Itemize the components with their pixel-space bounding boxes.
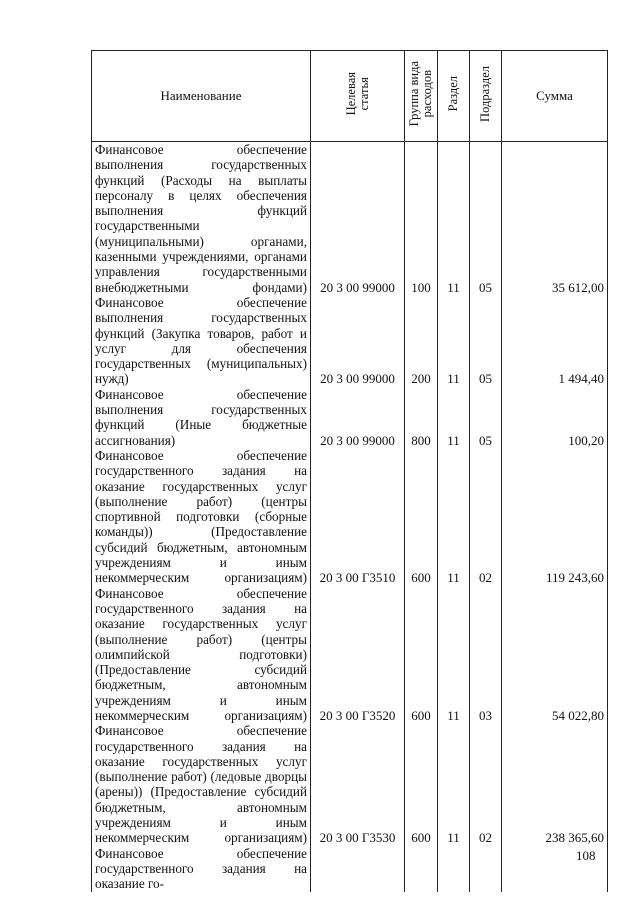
row-name: Финансовое обеспечение государственного задания на оказание государственных услуг (выполнение работ) (ледовые дворцы (арены)) (Предоставление субсидий бюджетным, автономным учреждениям и иным некоммерческим организациям) — [92, 723, 311, 845]
table-row — [92, 846, 608, 892]
page-number: 108 — [576, 848, 596, 863]
table-row — [92, 295, 608, 387]
row-name: Финансовое обеспечение государственного задания на оказание го- — [92, 846, 311, 892]
header-target-label: Целевая статья — [343, 72, 371, 116]
header-group — [405, 51, 438, 142]
row-sum: 238 365,60 — [502, 723, 608, 845]
row-target: 20 3 00 99000 — [311, 142, 405, 295]
table-row — [92, 142, 608, 295]
table-row — [92, 387, 608, 448]
row-section: 11 — [438, 723, 470, 845]
row-target: 20 3 00 99000 — [311, 387, 405, 448]
row-section: 11 — [438, 387, 470, 448]
row-section: 11 — [438, 586, 470, 724]
header-section-label: Раздел — [446, 76, 460, 112]
header-name: Наименование — [92, 51, 311, 142]
row-target: 20 3 00 Г3510 — [311, 448, 405, 586]
header-sum: Сумма — [502, 51, 608, 142]
table-row — [92, 723, 608, 845]
row-section: 11 — [438, 448, 470, 586]
row-name: Финансовое обеспечение выполнения государственных функций (Закупка товаров, работ и услуг для обеспечения государственных (муниципальных) нужд) — [92, 295, 311, 387]
row-section — [438, 846, 470, 892]
header-subsection — [470, 51, 502, 142]
header-subsection-label: Подраздел — [478, 66, 492, 122]
row-subsection: 05 — [470, 142, 502, 295]
row-name: Финансовое обеспечение государственного задания на оказание государственных услуг (выполнение работ) (центры олимпийской подготовки) (Предоставление субсидий бюджетным, автономным учреждениям и иным некоммерческим организациям) — [92, 586, 311, 724]
row-name: Финансовое обеспечение выполнения государственных функций (Расходы на выплаты персоналу в целях обеспечения выполнения функций государственными (муниципальными) органами, казенными учреждениями, органами управления государственными внебюджетными фондами) — [92, 142, 311, 295]
row-target: 20 3 00 99000 — [311, 295, 405, 387]
row-group: 600 — [405, 448, 438, 586]
row-subsection: 05 — [470, 387, 502, 448]
row-subsection — [470, 846, 502, 892]
header-group-label: Группа вида расходов — [407, 61, 434, 127]
row-target — [311, 846, 405, 892]
row-sum: 119 243,60 — [502, 448, 608, 586]
row-group: 200 — [405, 295, 438, 387]
row-sum: 100,20 — [502, 387, 608, 448]
row-group: 800 — [405, 387, 438, 448]
row-group — [405, 846, 438, 892]
table-row — [92, 586, 608, 724]
header-section — [438, 51, 470, 142]
row-section: 11 — [438, 295, 470, 387]
table-row — [92, 448, 608, 586]
row-subsection: 02 — [470, 723, 502, 845]
row-subsection: 05 — [470, 295, 502, 387]
row-name: Финансовое обеспечение выполнения государственных функций (Иные бюджетные ассигнования) — [92, 387, 311, 448]
table-header-row — [92, 51, 608, 142]
budget-table — [91, 50, 608, 892]
row-sum: 35 612,00 — [502, 142, 608, 295]
header-target — [311, 51, 405, 142]
row-sum: 54 022,80 — [502, 586, 608, 724]
row-section: 11 — [438, 142, 470, 295]
row-name: Финансовое обеспечение государственного задания на оказание государственных услуг (выполнение работ) (центры спортивной подготовки (сборные команды)) (Предоставление субсидий бюджетным, автономным учреждениям и иным некоммерческим организациям) — [92, 448, 311, 586]
row-sum: 1 494,40 — [502, 295, 608, 387]
row-group: 600 — [405, 723, 438, 845]
row-group: 600 — [405, 586, 438, 724]
row-group: 100 — [405, 142, 438, 295]
row-subsection: 02 — [470, 448, 502, 586]
row-target: 20 3 00 Г3530 — [311, 723, 405, 845]
row-subsection: 03 — [470, 586, 502, 724]
row-target: 20 3 00 Г3520 — [311, 586, 405, 724]
